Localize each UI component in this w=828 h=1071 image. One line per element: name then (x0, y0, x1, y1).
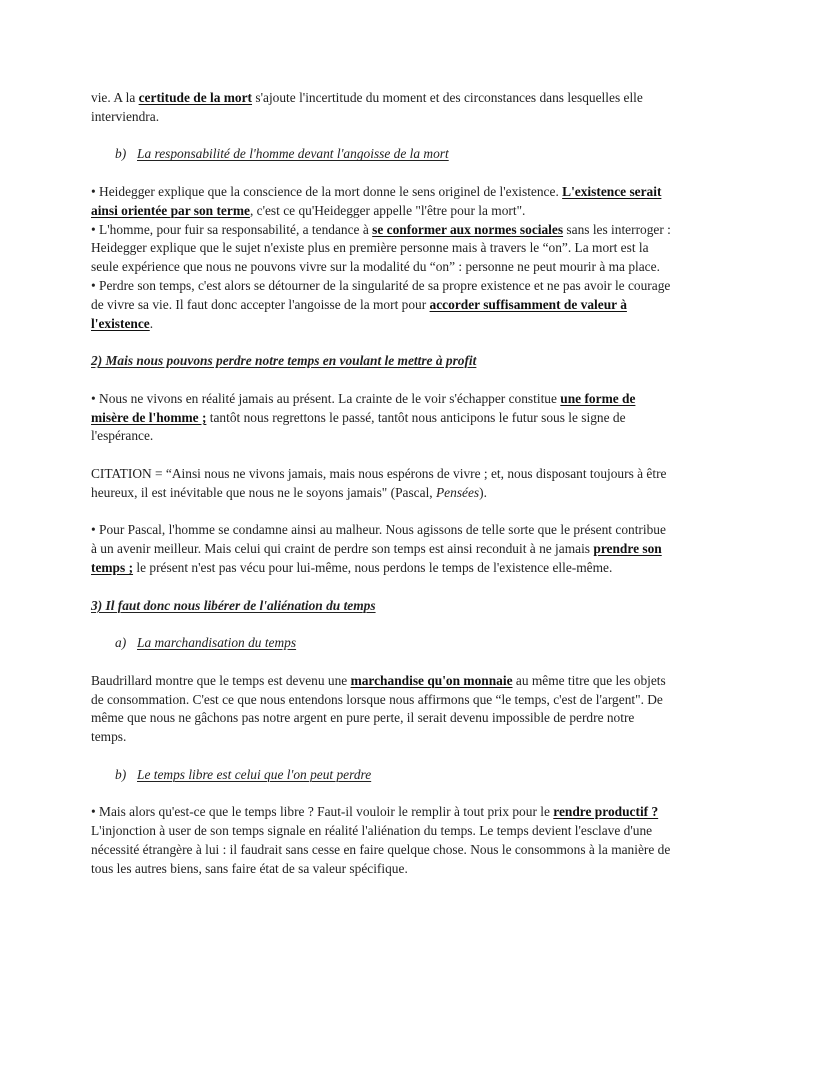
text: , c'est ce qu'Heidegger appelle "l'être pour la mort". (249, 202, 526, 218)
subheading-title: La responsabilité de l'homme devant l'angoisse de la mort (137, 146, 449, 162)
subheading-title: Le temps libre est celui que l'on peut perdre (137, 766, 372, 782)
paragraph-pascal (91, 521, 671, 577)
text: • Nous ne vivons en réalité jamais au présent. La crainte de le voir s'échapper constitue (91, 390, 561, 406)
text: • Mais alors qu'est-ce que le temps libre ? Faut-il vouloir le remplir à tout prix pour le (91, 804, 554, 820)
text: • Perdre son temps, c'est alors se détourner de la singularité de sa propre existence et ne pas avoir le courage de vivre sa vie. Il faut donc accepter l'angoisse de la mort pour (91, 277, 671, 312)
bullet-responsabilite (91, 221, 671, 277)
text: CITATION = “Ainsi nous ne vivons jamais, mais nous espérons de vivre ; et, nous disposant toujours à être heureux, il est inévitable que nous ne le soyons jamais" (Pascal, (91, 465, 667, 500)
paragraph-temps-libre (91, 803, 671, 878)
text: s'ajoute l'incertitude du moment et des circonstances dans lesquelles elle interviendra. (91, 90, 643, 124)
key-term: rendre productif ? (553, 804, 659, 820)
text: sans les interroger : Heidegger explique que le sujet n'existe plus en première personne mais à travers le “on”. La mort est la seule expérience que nous ne pouvons vivre sur la modalité du “on” : personne ne peut mourir à ma place. (91, 221, 671, 275)
key-term: accorder suffisamment de valeur à l'existence (91, 296, 627, 331)
key-term: se conformer aux normes sociales (372, 221, 564, 237)
text: au même titre que les objets de consommation. C'est ce que nous entendons lorsque nous affirmons que “le temps, c'est de l'argent". De même que nous ne gâchons pas notre argent en pure perte, il serait devenu impossible de perdre notre temps. (91, 672, 666, 745)
subheading-letter: a) (115, 635, 127, 651)
subheading-b (91, 145, 671, 164)
key-term: prendre son temps ; (91, 541, 662, 575)
document-page (91, 89, 671, 878)
text: . (149, 315, 154, 331)
paragraph-present (91, 390, 671, 446)
book-title: Pensées (436, 484, 480, 500)
subheading-title: La marchandisation du temps (137, 635, 297, 651)
intro-paragraph (91, 89, 671, 127)
key-term: marchandise qu'on monnaie (350, 672, 513, 688)
key-term: une forme de misère de l'homme ; (91, 390, 636, 425)
text: Baudrillard montre que le temps est devenu une (91, 672, 351, 688)
text: • Heidegger explique que la conscience de la mort donne le sens originel de l'existence. (91, 183, 563, 199)
bullet-heidegger (91, 183, 671, 221)
text: vie. A la (91, 90, 139, 105)
subheading-a (91, 634, 671, 653)
citation-pascal (91, 465, 671, 503)
text: L'injonction à user de son temps signale en réalité l'aliénation du temps. Le temps devient l'esclave d'une nécessité étrangère à lui : il faudrait sans cesse en faire quelque chose. Nous le consommons à la manière de tous les autres biens, sans faire état de sa valeur spécifique. (91, 823, 671, 876)
section-heading-3: 3) Il faut donc nous libérer de l'aliénation du temps (91, 597, 376, 613)
text: • Pour Pascal, l'homme se condamne ainsi au malheur. Nous agissons de telle sorte que le présent contribue à un avenir meilleur. Mais celui qui craint de perdre son temps est ainsi reconduit à ne jamais (91, 522, 666, 557)
text: le présent n'est pas vécu pour lui-même, nous perdons le temps de l'existence elle-même. (133, 559, 613, 575)
bullet-perdre-temps (91, 277, 671, 333)
section-heading-2: 2) Mais nous pouvons perdre notre temps en voulant le mettre à profit (91, 353, 477, 369)
key-term: certitude de la mort (138, 90, 253, 105)
paragraph-baudrillard (91, 672, 671, 747)
subheading-letter: b) (115, 146, 127, 162)
text: tantôt nous regrettons le passé, tantôt nous anticipons le futur sous le signe de l'espérance. (91, 409, 626, 444)
key-term: L'existence serait ainsi orientée par son terme (91, 183, 662, 218)
text: • L'homme, pour fuir sa responsabilité, a tendance à (91, 221, 373, 237)
subheading-b-2 (91, 766, 671, 785)
subheading-letter: b) (115, 766, 127, 782)
text: ). (479, 484, 487, 500)
